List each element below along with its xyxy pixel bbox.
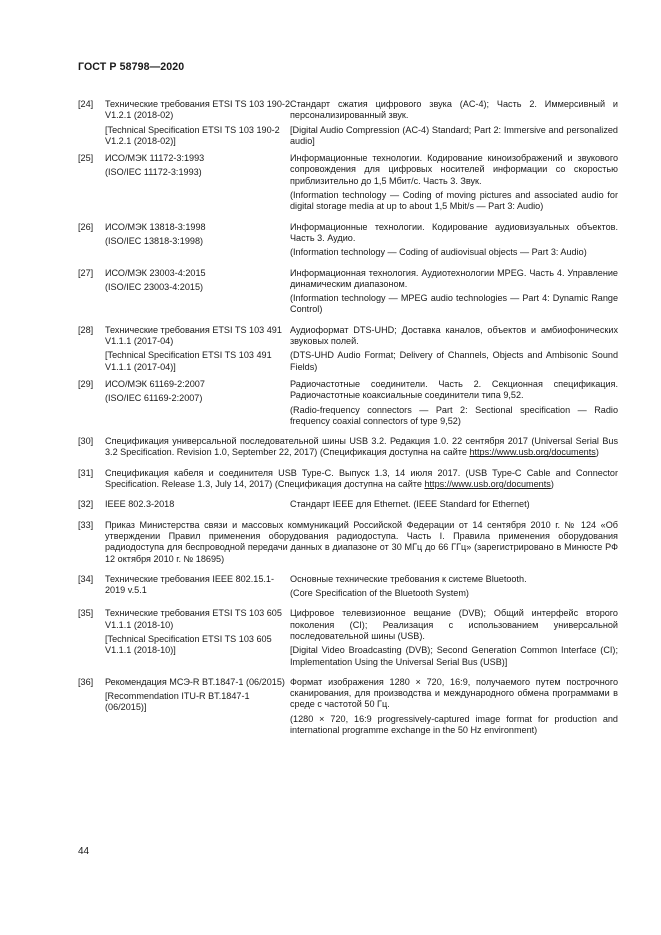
reference-text: Приказ Министерства связи и массовых коммуникаций Российской Федерации от 14 сентября 2010 г. № 124 «Об утверждении Правил применения оборудования радиодоступа. Часть I. Правила применения оборудования радиодоступа для беспроводной передачи данных в диапазоне от 30 МГц до 66 ГГц» (зарегистрировано в Минюсте РФ 12 октября 2010 г. № 18695) [105, 519, 618, 564]
bibliography-list [78, 99, 618, 736]
reference-number: [33] [78, 519, 94, 530]
reference-text: Спецификация универсальной последовательной шины USB 3.2. Редакция 1.0. 22 сентября 2017 (Universal Serial Bus 3.2 Specification. Revision 1.0, September 22, 2017) (Спецификация доступна на сайте https://www.usb.org/documents) [105, 436, 618, 458]
reference-designation: ИСО/МЭК 13818-3:1998 (ISO/IEC 13818-3:1998) [105, 221, 206, 246]
reference-entry-28 [78, 325, 618, 373]
document-header: ГОСТ Р 58798—2020 [78, 61, 185, 73]
reference-title: Цифровое телевизионное вещание (DVB); Общий интерфейс второго поколения (CI); Реализация с использованием универсальной последовательной шины (USB). [Digital Video Broadcasting (DVB); Second Generation Common Interface (CI); Implementation Using the Universal Serial Bus (USB)] [290, 608, 618, 667]
reference-entry-24 [78, 99, 618, 147]
reference-title: Основные технические требования к системе Bluetooth. (Core Specification of the Bluetooth System) [290, 573, 527, 599]
reference-title: Информационные технологии. Кодирование киноизображений и звукового сопровождения для цифровых носителей информации со скоростью приблизительно до 1,5 Мбит/с. Часть 3. Звук. (Information technology — Coding of moving pictures and associated audio for digital storage media at up to about 1,5 Mbit/s — Part 3: Audio) [290, 153, 618, 212]
reference-number: [32] [78, 499, 94, 510]
page-number: 44 [78, 846, 90, 857]
reference-title: Формат изображения 1280 × 720, 16:9, получаемого путем построчного сканирования, для производства и международного обмена программами в среде с частотой 50 Гц. (1280 × 720, 16:9 progressively-captured image format for production and international programme exchange in the 50 Hz environment) [290, 676, 618, 736]
reference-entry-26 [78, 222, 618, 259]
reference-number: [25] [78, 153, 94, 164]
reference-designation: Технические требования IEEE 802.15.1-2019 v.5.1 [105, 573, 274, 596]
reference-entry-33 [78, 520, 618, 565]
reference-title: Стандарт сжатия цифрового звука (AC-4); Часть 2. Иммерсивный и персонализированный звук. [Digital Audio Compression (AC-4) Standard; Part 2: Immersive and personalized audio] [290, 99, 618, 146]
reference-number: [28] [78, 324, 94, 335]
reference-title: Радиочастотные соединители. Часть 2. Секционная спецификация. Радиочастотные коаксиальные соединители типа 9,52. (Radio-frequency connectors — Part 2: Sectional specification — Radio frequency coaxial connectors of type 9,52) [290, 378, 618, 426]
reference-designation: Технические требования ETSI TS 103 605 V1.1.1 (2018-10) [Technical Specification ETSI TS 103 605 V1.1.1 (2018-10)] [105, 608, 282, 656]
reference-designation: ИСО/МЭК 23003-4:2015 (ISO/IEC 23003-4:2015) [105, 267, 206, 292]
reference-number: [30] [78, 436, 94, 447]
reference-entry-31 [78, 468, 618, 491]
reference-designation: IEEE 802.3-2018 [105, 499, 175, 510]
reference-text: Спецификация кабеля и соединителя USB Type-C. Выпуск 1.3, 14 июля 2017. (USB Type-C Cable and Connector Specification. Release 1.3, July 14, 2017) (Спецификация доступна на сайте https://www.usb.org/documents) [105, 467, 618, 490]
reference-entry-25 [78, 153, 618, 212]
reference-number: [24] [78, 99, 94, 109]
reference-title: Стандарт IEEE для Ethernet. (IEEE Standard for Ethernet) [290, 499, 530, 510]
reference-designation: ИСО/МЭК 11172-3:1993 (ISO/IEC 11172-3:1993) [105, 153, 205, 178]
reference-designation: ИСО/МЭК 61169-2:2007 (ISO/IEC 61169-2:2007) [105, 378, 205, 404]
reference-number: [27] [78, 267, 94, 278]
reference-number: [35] [78, 608, 94, 619]
reference-designation: Технические требования ETSI TS 103 491 V1.1.1 (2017-04) [Technical Specification ETSI TS 103 491 V1.1.1 (2017-04)] [105, 324, 282, 372]
reference-title: Информационные технологии. Кодирование аудиовизуальных объектов. Часть 3. Аудио. (Information technology — Coding of audiovisual objects — Part 3: Audio) [290, 221, 618, 258]
usb-documents-link[interactable]: https://www.usb.org/documents [424, 479, 551, 490]
reference-designation: Технические требования ETSI TS 103 190-2 V1.2.1 (2018-02) [Technical Specification ETSI TS 103 190-2 V1.2.1 (2018-02)] [105, 99, 290, 146]
reference-entry-32 [78, 499, 618, 510]
reference-entry-36 [78, 677, 618, 736]
reference-entry-30 [78, 436, 618, 459]
reference-number: [31] [78, 467, 94, 478]
usb-documents-link[interactable]: https://www.usb.org/documents [469, 447, 596, 458]
reference-number: [29] [78, 378, 94, 389]
reference-number: [36] [78, 676, 94, 687]
reference-number: [34] [78, 573, 94, 584]
reference-title: Аудиоформат DTS-UHD; Доставка каналов, объектов и амбиофонических звуковых полей. (DTS-UHD Audio Format; Delivery of Channels, Objects and Ambisonic Sound Fields) [290, 324, 618, 372]
reference-title: Информационная технология. Аудиотехнологии MPEG. Часть 4. Управление динамическим диапазоном. (Information technology — MPEG audio technologies — Part 4: Dynamic Range Control) [290, 267, 618, 315]
reference-entry-35 [78, 608, 618, 667]
reference-designation: Рекомендация МСЭ-R BT.1847-1 (06/2015) [Recommendation ITU-R BT.1847-1 (06/2015)] [105, 676, 285, 713]
reference-entry-29 [78, 379, 618, 427]
reference-entry-34 [78, 574, 618, 600]
reference-number: [26] [78, 221, 94, 232]
reference-entry-27 [78, 268, 618, 316]
